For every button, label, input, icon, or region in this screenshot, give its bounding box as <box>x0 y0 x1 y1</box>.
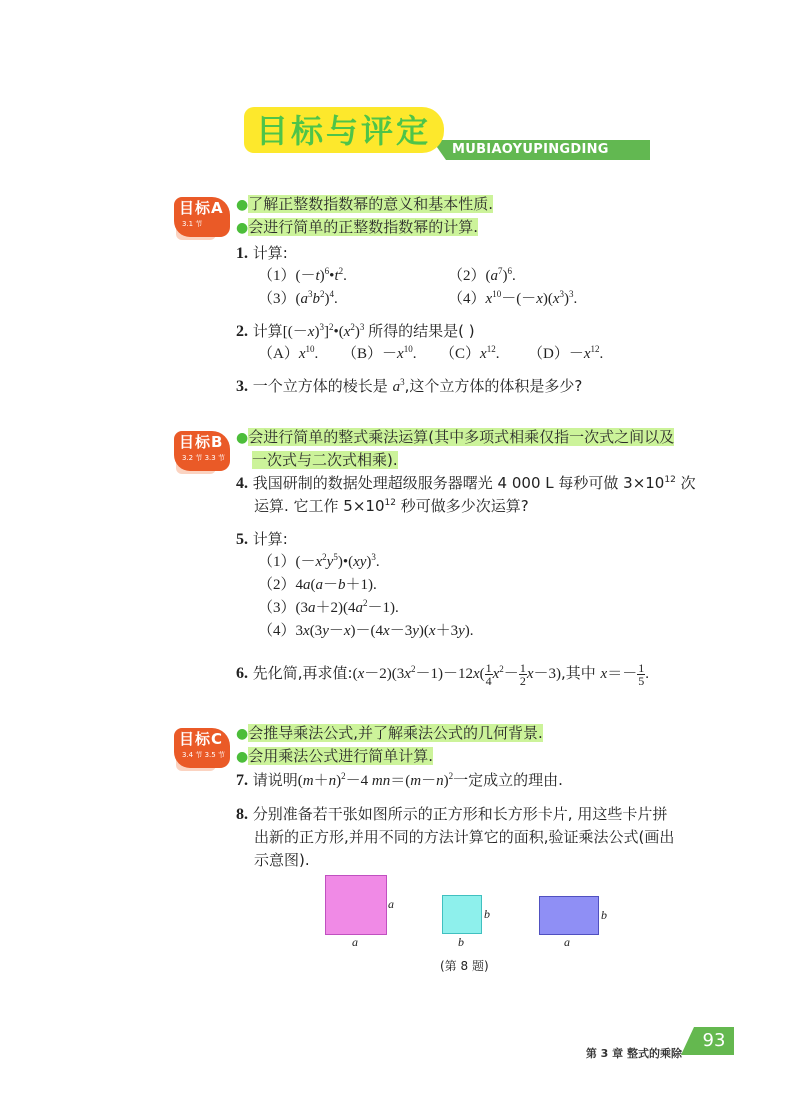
q2-option-b: $(B)-x^{10}$. <box>342 344 417 362</box>
goal-c-badge <box>174 728 230 768</box>
page-number-tip <box>681 1027 694 1055</box>
question-4: 4. 我国研制的数据处理超级服务器曙光 4 000 L 每秒可做 $3\times 10^{12}$ 次 <box>236 474 696 492</box>
q1-part-4: $(4)x^{10}-(-x)(x^3)^3$. <box>448 289 578 307</box>
goal-b-section: 3.2 节 3.3 节 <box>182 454 225 462</box>
q1-part-3: $(3)(a^3b^2)^4$. <box>258 289 338 307</box>
goal-a-badge-label: 目标A <box>179 199 224 217</box>
goal-a-section: 3.1 节 <box>182 220 203 228</box>
goal-a-item: ●会进行简单的正整数指数幂的计算. <box>236 218 478 236</box>
question-7: 7. 请说明$(m+n)^2-4$ $mn=(m-n)^2$一定成立的理由. <box>236 771 563 789</box>
q5-part-1: $(1)(-x^2y^5)•(xy)^3$. <box>258 552 380 570</box>
goal-c-badge-label: 目标C <box>179 730 224 748</box>
small-square-side-label: b <box>484 907 490 921</box>
page-title: 目标与评定 <box>256 112 432 150</box>
goal-b-item: ●会进行简单的整式乘法运算(其中多项式相乘仅指一次式之间以及 <box>236 428 675 446</box>
q5-part-2: （2）4a(a－b＋1). <box>258 577 377 593</box>
q2-option-a: $(A)x^{10}$. <box>258 344 319 362</box>
goal-b-badge-label: 目标B <box>179 433 224 451</box>
rectangle-side-label: b <box>601 908 607 922</box>
page-number: 93 <box>694 1027 734 1055</box>
big-square-card <box>325 875 387 935</box>
q5-part-3: $(3)(3a+2)(4a^2-1)$. <box>258 598 399 616</box>
goal-c-item: ●会用乘法公式进行简单计算. <box>236 747 433 765</box>
question-6: 6. 先化简,再求值$:(x-2)(3x^2-1)-12x$( $\frac{1}{4}$ $x^2-$ $\frac{1}{2}$ x－3),其中 x＝－ $\frac{1}{5}$ . <box>236 661 649 689</box>
q5-part-4: （4）3x(3y－x)－(4x－3y)(x＋3y). <box>258 623 474 639</box>
q1-part-2: $(2)(a^7)^6$. <box>448 266 516 284</box>
goal-b-badge <box>174 431 230 471</box>
goal-c-item: ●会推导乘法公式,并了解乘法公式的几何背景. <box>236 724 543 742</box>
footer-chapter: 第 3 章 整式的乘除 <box>585 1047 682 1060</box>
rectangle-card <box>539 896 599 935</box>
question-1: 1. 计算: <box>236 244 288 262</box>
q2-option-c: $(C)x^{12}$. <box>440 344 500 362</box>
goal-c-section: 3.4 节 3.5 节 <box>182 751 225 759</box>
page-subtitle: MUBIAOYUPINGDING <box>452 142 609 157</box>
question-4-line-2: 运算. 它工作 $5\times 10^{12}$ 秒可做多少次运算? <box>254 497 529 515</box>
big-square-side-label: a <box>388 897 394 911</box>
q1-part-1: $(1)(-t)^6•t^2$. <box>258 266 347 284</box>
question-8: 8. 分别准备若干张如图所示的正方形和长方形卡片, 用这些卡片拼 <box>236 805 668 823</box>
goal-a-item: ●了解正整数指数幂的意义和基本性质. <box>236 195 493 213</box>
question-3: 3. 一个立方体的棱长是 $a^3$,这个立方体的体积是多少? <box>236 377 583 395</box>
question-8-line-2: 出新的正方形,并用不同的方法计算它的面积,验证乘法公式(画出 <box>254 828 675 846</box>
question-5: 5. 计算: <box>236 530 288 548</box>
figure-caption: (第 8 题) <box>440 959 489 973</box>
goal-b-item-cont: 一次式与二次式相乘). <box>252 451 398 469</box>
small-square-bottom-label: b <box>458 935 464 949</box>
question-8-line-3: 示意图). <box>254 851 310 869</box>
rectangle-bottom-label: a <box>564 935 570 949</box>
question-2: 2. 计算$[(-x)^3]^2•(x^2)^3$ 所得的结果是( ) <box>236 322 475 340</box>
goal-a-badge <box>174 197 230 237</box>
q2-option-d: $(D)-x^{12}$. <box>528 344 604 362</box>
small-square-card <box>442 895 482 934</box>
big-square-bottom-label: a <box>352 935 358 949</box>
